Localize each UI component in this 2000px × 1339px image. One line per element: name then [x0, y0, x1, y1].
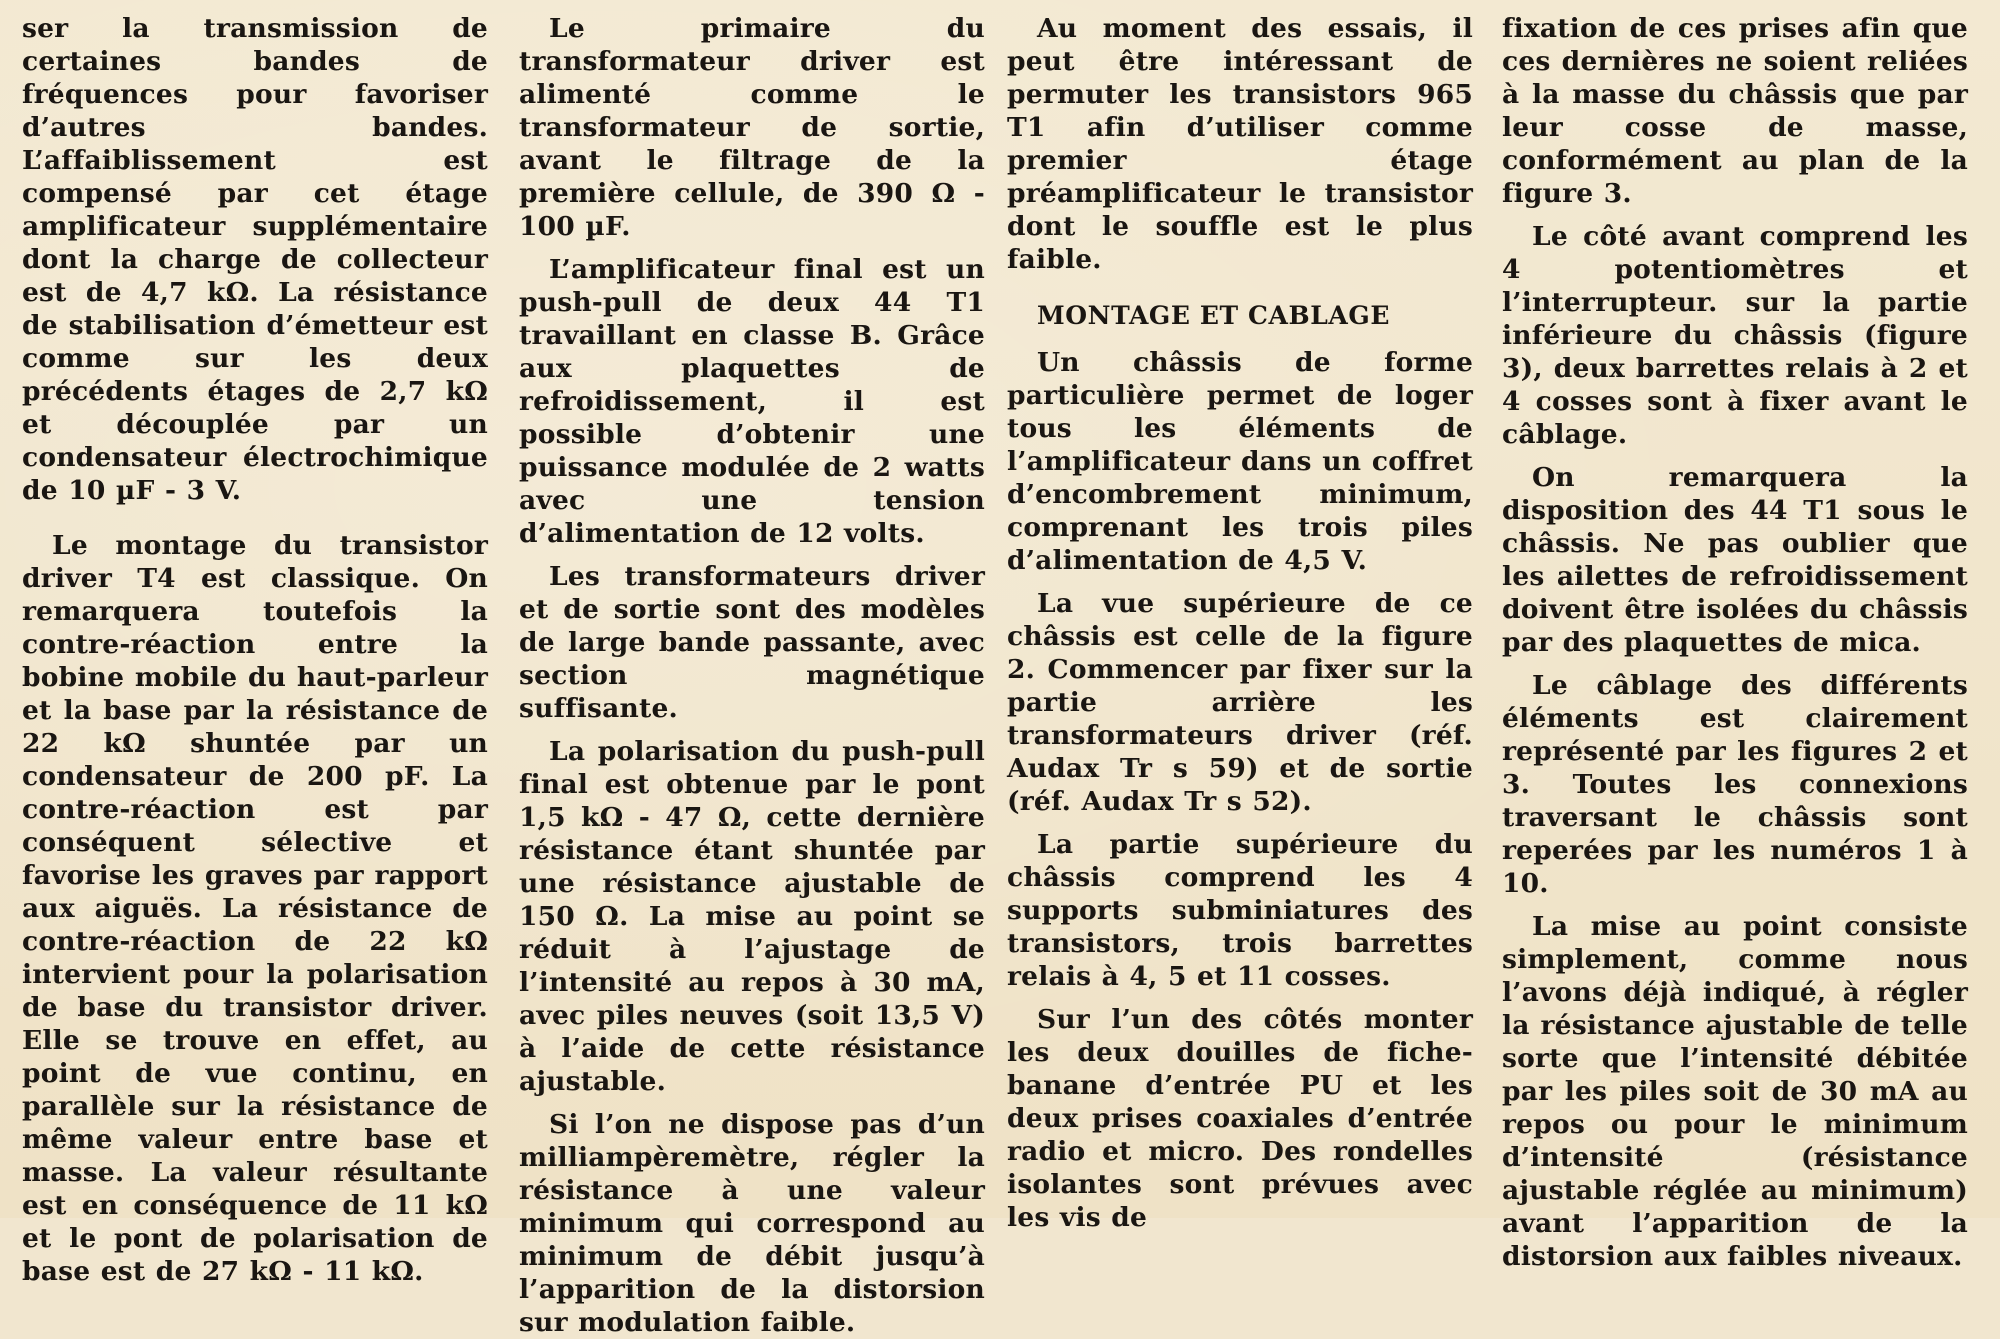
- paragraph: Si l’on ne dispose pas d’un milliampèremètre, régler la résistance à une valeur minimum qui correspond au minimum de débit jusqu’à l’apparition de la distorsion sur modulation faible.: [519, 1109, 985, 1338]
- paragraph: Le montage du transistor driver T4 est classique. On remarquera toutefois la contre-réaction entre la bobine mobile du haut-parleur et la base par la résistance de 22 kΩ shuntée par un condensateur de 200 pF. La contre-réaction est par conséquent sélective et favorise les graves par rapport aux aiguës. La résistance de contre-réaction de 22 kΩ intervient pour la polarisation de base du transistor driver. Elle se trouve en effet, au point de vue continu, en parallèle sur la résistance de même valeur entre base et masse. La valeur résultante est en conséquence de 11 kΩ et le pont de polarisation de base est de 27 kΩ - 11 kΩ.: [22, 530, 488, 1287]
- paragraph: La partie supérieure du châssis comprend les 4 supports subminiatures des transistors, trois barrettes relais à 4, 5 et 11 cosses.: [1007, 829, 1473, 992]
- paragraph: L’amplificateur final est un push-pull de deux 44 T1 travaillant en classe B. Grâce aux plaquettes de refroidissement, il est possible d’obtenir une puissance modulée de 2 watts avec une tension d’alimentation de 12 volts.: [519, 254, 985, 549]
- section-heading: MONTAGE ET CABLAGE: [1037, 301, 1391, 330]
- paragraph: fixation de ces prises afin que ces dernières ne soient reliées à la masse du châssis que par leur cosse de masse, conformément au plan de la figure 3.: [1502, 13, 1968, 209]
- paragraph: La vue supérieure de ce châssis est celle de la figure 2. Commencer par fixer sur la partie arrière les transformateurs driver (réf. Audax Tr s 59) et de sortie (réf. Audax Tr s 52).: [1007, 588, 1473, 817]
- paragraph: Les transformateurs driver et de sortie sont des modèles de large bande passante, avec section magnétique suffisante.: [519, 561, 985, 724]
- column-2: [519, 12, 985, 1338]
- paragraph: On remarquera la disposition des 44 T1 sous le châssis. Ne pas oublier que les ailettes de refroidissement doivent être isolées du châssis par des plaquettes de mica.: [1502, 462, 1968, 658]
- paragraph: Sur l’un des côtés monter les deux douilles de fiche-banane d’entrée PU et les deux prises coaxiales d’entrée radio et micro. Des rondelles isolantes sont prévues avec les vis de: [1007, 1004, 1473, 1233]
- paragraph: Un châssis de forme particulière permet de loger tous les éléments de l’amplificateur dans un coffret d’encombrement minimum, comprenant les trois piles d’alimentation de 4,5 V.: [1007, 347, 1473, 576]
- paragraph: Le côté avant comprend les 4 potentiomètres et l’interrupteur. sur la partie inférieure du châssis (figure 3), deux barrettes relais à 2 et 4 cosses sont à fixer avant le câblage.: [1502, 221, 1968, 450]
- paragraph: ser la transmission de certaines bandes de fréquences pour favoriser d’autres bandes. L’affaiblissement est compensé par cet étage amplificateur supplémentaire dont la charge de collecteur est de 4,7 kΩ. La résistance de stabilisation d’émetteur est comme sur les deux précédents étages de 2,7 kΩ et découplée par un condensateur électrochimique de 10 µF - 3 V.: [22, 13, 488, 506]
- paragraph: La mise au point consiste simplement, comme nous l’avons déjà indiqué, à régler la résistance ajustable de telle sorte que l’intensité débitée par les piles soit de 30 mA au repos ou pour le minimum d’intensité (résistance ajustable réglée au minimum) avant l’apparition de la distorsion aux faibles niveaux.: [1502, 911, 1968, 1272]
- paragraph: La polarisation du push-pull final est obtenue par le pont 1,5 kΩ - 47 Ω, cette dernière résistance étant shuntée par une résistance ajustable de 150 Ω. La mise au point se réduit à l’ajustage de l’intensité au repos à 30 mA, avec piles neuves (soit 13,5 V) à l’aide de cette résistance ajustable.: [519, 736, 985, 1097]
- column-4: [1502, 12, 1968, 1272]
- paragraph: Le câblage des différents éléments est clairement représenté par les figures 2 et 3. Toutes les connexions traversant le châssis sont reperées par les numéros 1 à 10.: [1502, 670, 1968, 899]
- paragraph: Le primaire du transformateur driver est alimenté comme le transformateur de sortie, avant le filtrage de la première cellule, de 390 Ω - 100 µF.: [519, 13, 985, 242]
- column-3: [1007, 12, 1473, 1233]
- paragraph: Au moment des essais, il peut être intéressant de permuter les transistors 965 T1 afin d’utiliser comme premier étage préamplificateur le transistor dont le souffle est le plus faible.: [1007, 13, 1473, 275]
- column-1: [22, 12, 488, 1287]
